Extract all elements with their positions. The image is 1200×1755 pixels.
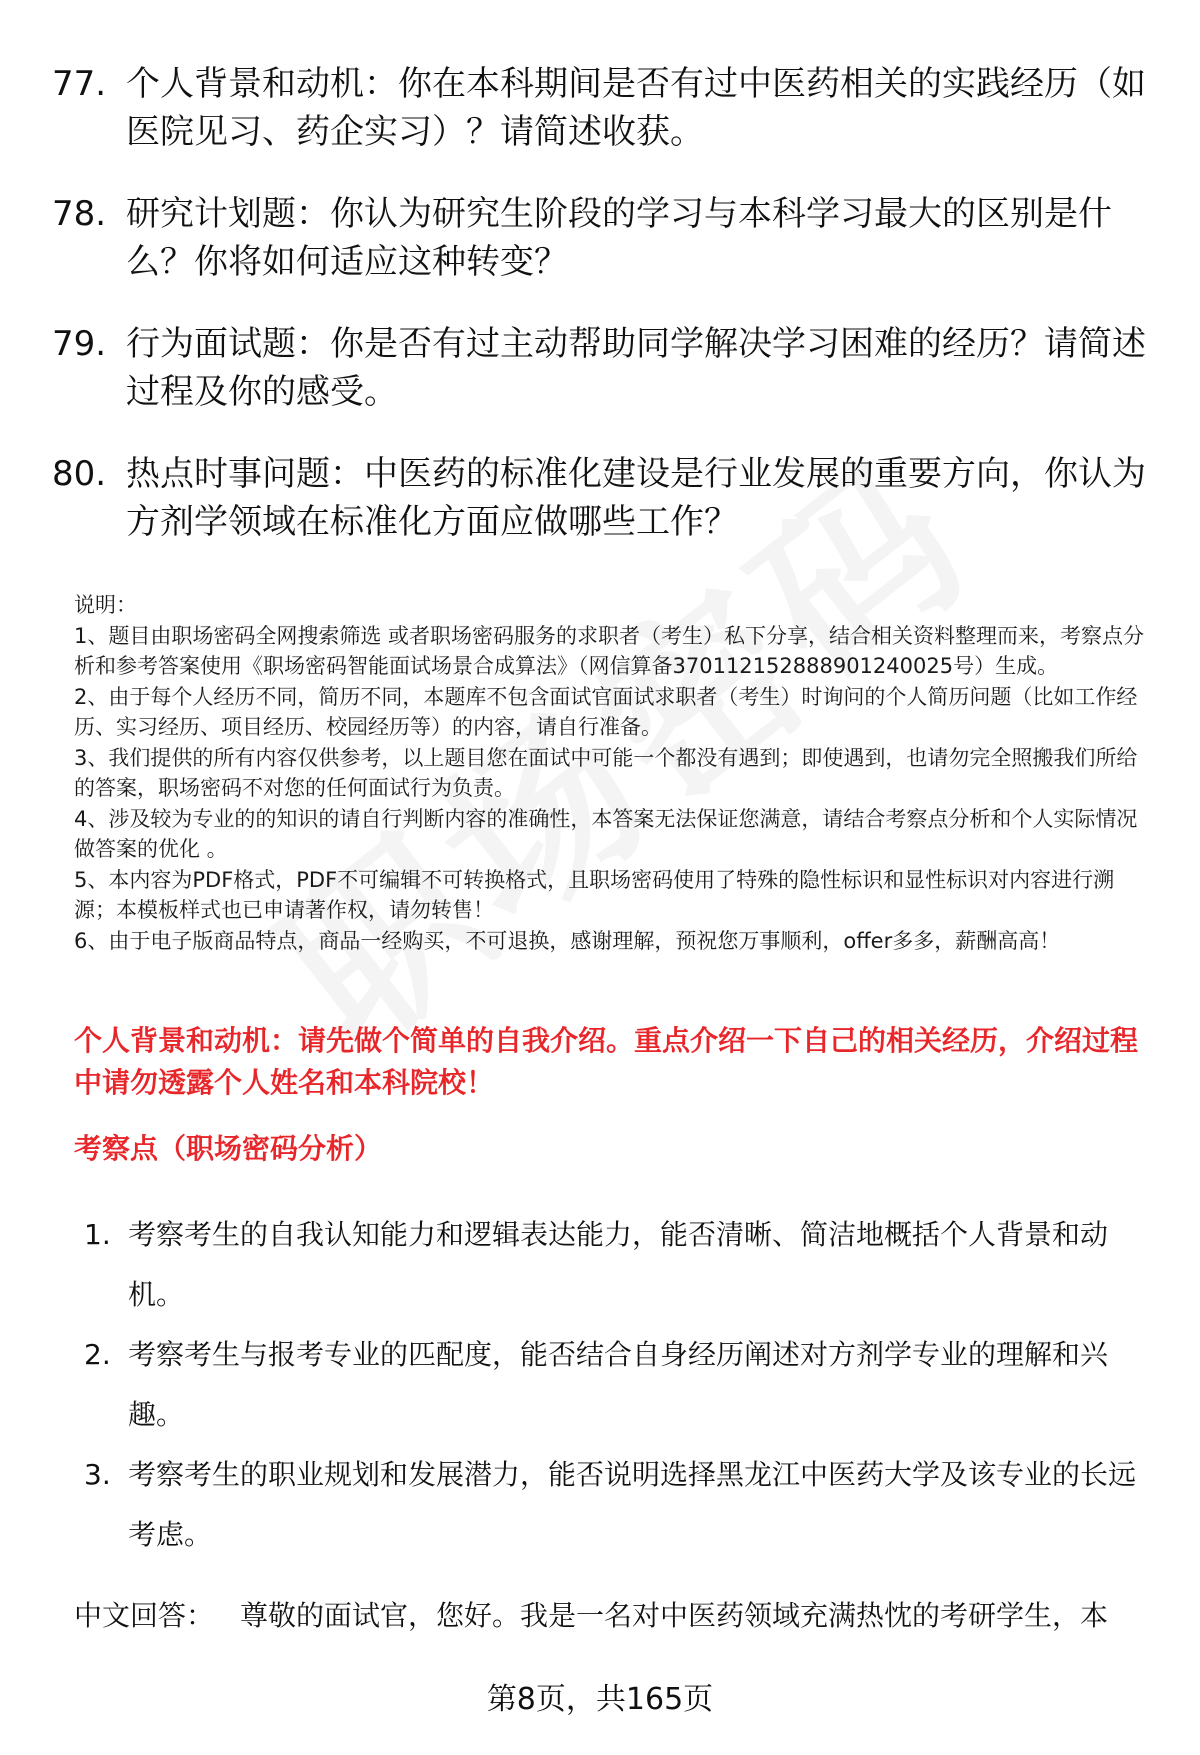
question-item (52, 450, 1152, 546)
question-item (52, 320, 1152, 416)
note-item: 2、由于每个人经历不同，简历不同，本题库不包含面试官面试求职者（考生）时询问的个人简历问题（比如工作经历、实习经历、项目经历、校园经历等）的内容，请自行准备。 (74, 684, 1138, 739)
analysis-heading: 考察点（职场密码分析） (74, 1132, 383, 1165)
analysis-points (84, 1205, 1154, 1565)
point-text: 考察考生与报考专业的匹配度，能否结合自身经历阐述对方剂学专业的理解和兴趣。 (128, 1338, 1109, 1431)
point-text: 考察考生的职业规划和发展潜力，能否说明选择黑龙江中医药大学及该专业的长远考虑。 (128, 1458, 1137, 1551)
point-text: 考察考生的自我认知能力和逻辑表达能力，能否清晰、简洁地概括个人背景和动机。 (128, 1218, 1109, 1311)
note-item: 1、题目由职场密码全网搜索筛选 或者职场密码服务的求职者（考生）私下分享，结合相关资料整理而来，考察点分析和参考答案使用《职场密码智能面试场景合成算法》（网信算备370112152888901240025号）生成。 (74, 623, 1145, 678)
note-item: 3、我们提供的所有内容仅供参考，以上题目您在面试中可能一个都没有遇到；即使遇到，也请勿完全照搬我们所给的答案，职场密码不对您的任何面试行为负责。 (74, 745, 1138, 800)
analysis-point (84, 1445, 1154, 1565)
question-number: 78. (52, 194, 107, 234)
note-item: 6、由于电子版商品特点，商品一经购买，不可退换，感谢理解，预祝您万事顺利，offer多多，薪酬高高！ (74, 928, 1061, 953)
question-text: 研究计划题：你认为研究生阶段的学习与本科学习最大的区别是什么？你将如何适应这种转变？ (126, 194, 1112, 282)
featured-question: 个人背景和动机：请先做个简单的自我介绍。重点介绍一下自己的相关经历，介绍过程中请勿透露个人姓名和本科院校！ (74, 1024, 1139, 1099)
point-number: 2. (84, 1338, 111, 1371)
disclaimer-notes (74, 590, 1154, 956)
answer-block (74, 1595, 1164, 1637)
question-list (52, 60, 1152, 580)
notes-title: 说明： (74, 593, 137, 617)
question-item (52, 60, 1152, 156)
question-number: 80. (52, 454, 107, 494)
note-item: 5、本内容为PDF格式，PDF不可编辑不可转换格式，且职场密码使用了特殊的隐性标识和显性标识对内容进行溯源；本模板样式也已申请著作权，请勿转售！ (74, 867, 1115, 922)
question-number: 77. (52, 64, 107, 104)
point-number: 1. (84, 1218, 111, 1251)
question-item (52, 190, 1152, 286)
answer-text: 尊敬的面试官，您好。我是一名对中医药领域充满热忱的考研学生，本 (240, 1599, 1109, 1632)
analysis-point (84, 1205, 1154, 1325)
answer-label: 中文回答： (74, 1599, 215, 1632)
question-text: 热点时事问题：中医药的标准化建设是行业发展的重要方向，你认为方剂学领域在标准化方面应做哪些工作？ (126, 454, 1146, 542)
page-footer: 第8页，共165页 (486, 1682, 714, 1717)
analysis-point (84, 1325, 1154, 1445)
question-number: 79. (52, 324, 107, 364)
question-text: 行为面试题：你是否有过主动帮助同学解决学习困难的经历？请简述过程及你的感受。 (126, 324, 1146, 412)
point-number: 3. (84, 1458, 111, 1491)
question-text: 个人背景和动机：你在本科期间是否有过中医药相关的实践经历（如医院见习、药企实习）？请简述收获。 (126, 64, 1146, 152)
note-item: 4、涉及较为专业的的知识的请自行判断内容的准确性，本答案无法保证您满意，请结合考察点分析和个人实际情况做答案的优化 。 (74, 806, 1138, 861)
